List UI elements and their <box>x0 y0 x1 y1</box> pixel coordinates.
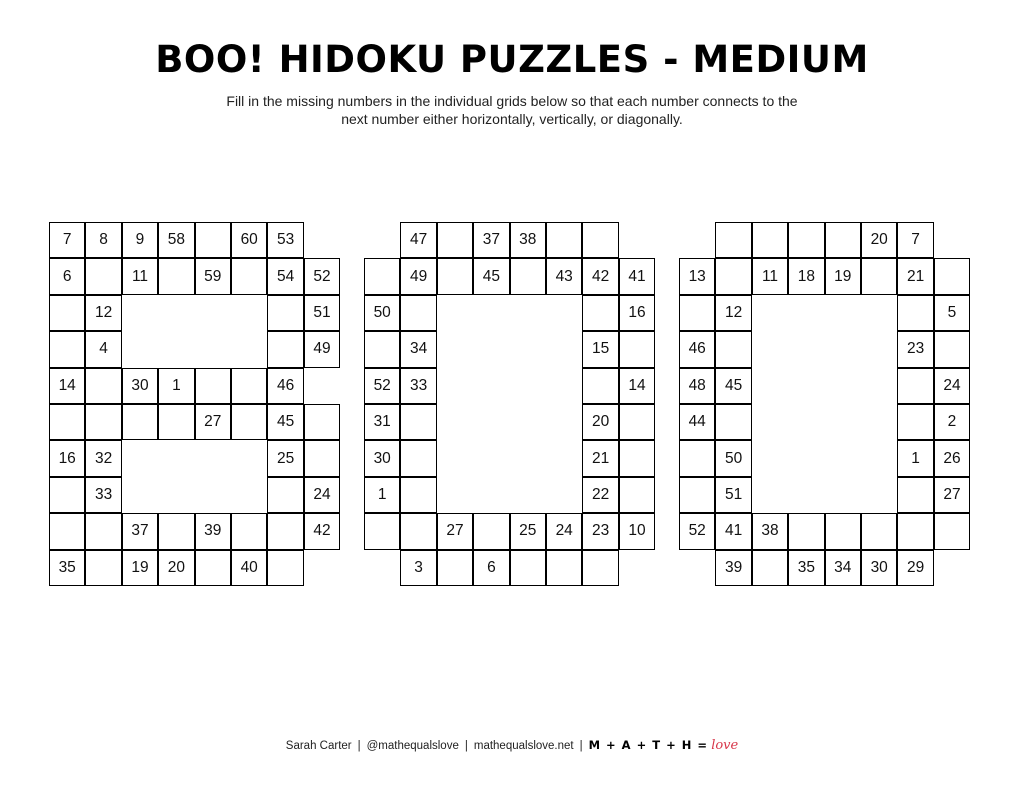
grid-cell[interactable] <box>546 222 582 258</box>
instructions-line-1: Fill in the missing numbers in the individual grids below so that each number connects to the <box>226 93 798 109</box>
instructions <box>152 92 872 128</box>
grid-cell[interactable] <box>619 477 655 513</box>
grid-cell[interactable]: 30 <box>364 440 400 476</box>
grid-cell[interactable] <box>582 368 618 404</box>
grid-cell[interactable] <box>510 258 546 294</box>
grid-cell[interactable] <box>195 222 231 258</box>
grid-cell[interactable] <box>49 513 85 549</box>
grid-cell[interactable]: 18 <box>788 258 824 294</box>
grid-cell[interactable] <box>49 404 85 440</box>
grid-cell[interactable]: 50 <box>364 295 400 331</box>
grid-cell[interactable]: 19 <box>122 550 158 586</box>
grid-cell[interactable]: 11 <box>122 258 158 294</box>
grid-cell[interactable] <box>752 550 788 586</box>
grid-cell[interactable]: 38 <box>510 222 546 258</box>
grid-cell[interactable] <box>825 513 861 549</box>
grid-cell[interactable]: 30 <box>861 550 897 586</box>
grid-cell[interactable] <box>85 258 121 294</box>
grid-cell[interactable] <box>364 331 400 367</box>
grid-cell[interactable] <box>788 222 824 258</box>
grid-cell[interactable]: 49 <box>400 258 436 294</box>
grid-cell[interactable] <box>619 331 655 367</box>
grid-cell[interactable] <box>546 550 582 586</box>
grid-cell[interactable]: 1 <box>897 440 933 476</box>
grid-cell[interactable] <box>897 295 933 331</box>
grid-cell[interactable] <box>85 368 121 404</box>
grid-cell[interactable]: 6 <box>49 258 85 294</box>
grid-cell[interactable]: 2 <box>934 404 970 440</box>
footer-site: mathequalslove.net <box>473 740 574 752</box>
grid-cell[interactable]: 23 <box>897 331 933 367</box>
grid-cell[interactable]: 49 <box>304 331 340 367</box>
grid-cell[interactable]: 37 <box>473 222 509 258</box>
grid-cell[interactable] <box>582 222 618 258</box>
grid-cell[interactable]: 24 <box>934 368 970 404</box>
grid-cell[interactable]: 54 <box>267 258 303 294</box>
grid-cell[interactable]: 20 <box>158 550 194 586</box>
grid-cell[interactable]: 48 <box>679 368 715 404</box>
grid-cell[interactable]: 46 <box>679 331 715 367</box>
grid-cell[interactable] <box>231 368 267 404</box>
grid-cell[interactable] <box>715 258 751 294</box>
grid-cell[interactable]: 1 <box>158 368 194 404</box>
grid-cell[interactable]: 46 <box>267 368 303 404</box>
grid-cell[interactable] <box>934 258 970 294</box>
grid-cell[interactable] <box>715 404 751 440</box>
grid-cell[interactable]: 50 <box>715 440 751 476</box>
grid-cell[interactable]: 12 <box>715 295 751 331</box>
grid-cell[interactable] <box>400 513 436 549</box>
grid-cell[interactable]: 27 <box>195 404 231 440</box>
grid-cell[interactable] <box>364 258 400 294</box>
grid-cell[interactable] <box>679 295 715 331</box>
grid-cell[interactable]: 29 <box>897 550 933 586</box>
grid-cell[interactable] <box>49 477 85 513</box>
grid-cell[interactable]: 52 <box>304 258 340 294</box>
grid-cell[interactable]: 47 <box>400 222 436 258</box>
grid-cell[interactable]: 10 <box>619 513 655 549</box>
grid-cell[interactable] <box>304 404 340 440</box>
grid-cell[interactable] <box>897 477 933 513</box>
grid-cell[interactable]: 16 <box>49 440 85 476</box>
grid-cell[interactable]: 52 <box>364 368 400 404</box>
grid-cell[interactable]: 3 <box>400 550 436 586</box>
grid-cell[interactable] <box>158 258 194 294</box>
grid-cell[interactable]: 24 <box>546 513 582 549</box>
grid-cell[interactable] <box>400 440 436 476</box>
grid-cell[interactable] <box>158 404 194 440</box>
grid-cell[interactable]: 34 <box>400 331 436 367</box>
grid-cell[interactable] <box>679 477 715 513</box>
grid-cell[interactable]: 44 <box>679 404 715 440</box>
grid-cell[interactable]: 23 <box>582 513 618 549</box>
grid-cell[interactable]: 19 <box>825 258 861 294</box>
grid-cell[interactable] <box>619 404 655 440</box>
grid-cell[interactable]: 42 <box>582 258 618 294</box>
grid-cell[interactable] <box>195 550 231 586</box>
grid-cell[interactable]: 13 <box>679 258 715 294</box>
grid-cell[interactable] <box>825 222 861 258</box>
footer-separator: | <box>579 740 583 752</box>
grid-cell[interactable] <box>400 295 436 331</box>
grid-cell[interactable] <box>267 477 303 513</box>
grid-cell[interactable]: 30 <box>122 368 158 404</box>
grid-cell[interactable] <box>752 222 788 258</box>
grid-cell[interactable] <box>85 513 121 549</box>
grid-cell[interactable]: 7 <box>49 222 85 258</box>
grid-cell[interactable]: 21 <box>582 440 618 476</box>
grid-cell[interactable] <box>304 440 340 476</box>
grid-cell[interactable]: 14 <box>619 368 655 404</box>
grid-cell[interactable] <box>679 440 715 476</box>
grid-cell[interactable]: 9 <box>122 222 158 258</box>
grid-cell[interactable] <box>158 513 194 549</box>
grid-cell[interactable]: 59 <box>195 258 231 294</box>
grid-cell[interactable]: 43 <box>546 258 582 294</box>
grid-cell[interactable] <box>715 222 751 258</box>
grid-cell[interactable]: 40 <box>231 550 267 586</box>
grid-cell[interactable]: 38 <box>752 513 788 549</box>
grid-cell[interactable] <box>85 550 121 586</box>
grid-cell[interactable]: 4 <box>85 331 121 367</box>
footer-handle: @mathequalslove <box>366 740 459 752</box>
grid-cell[interactable]: 16 <box>619 295 655 331</box>
grid-cell[interactable]: 34 <box>825 550 861 586</box>
grid-cell[interactable] <box>437 258 473 294</box>
grid-cell[interactable]: 35 <box>49 550 85 586</box>
grid-cell[interactable] <box>49 295 85 331</box>
grid-cell[interactable]: 25 <box>510 513 546 549</box>
grid-cell[interactable]: 51 <box>715 477 751 513</box>
grid-cell[interactable]: 22 <box>582 477 618 513</box>
grid-cell[interactable]: 15 <box>582 331 618 367</box>
footer-brand-logo: M + A + T + H = <box>588 738 708 752</box>
grid-cell[interactable] <box>231 404 267 440</box>
grid-cell[interactable]: 26 <box>934 440 970 476</box>
grid-cell[interactable]: 51 <box>304 295 340 331</box>
grid-cell[interactable]: 7 <box>897 222 933 258</box>
grid-cell[interactable] <box>897 513 933 549</box>
grid-cell[interactable] <box>934 331 970 367</box>
grid-cell[interactable]: 5 <box>934 295 970 331</box>
grid-cell[interactable]: 39 <box>195 513 231 549</box>
grid-cell[interactable] <box>897 404 933 440</box>
footer-love-script: love <box>711 738 739 753</box>
grid-cell[interactable]: 45 <box>267 404 303 440</box>
grid-cell[interactable]: 20 <box>582 404 618 440</box>
grid-cell[interactable]: 52 <box>679 513 715 549</box>
grid-cell[interactable]: 12 <box>85 295 121 331</box>
grid-cell[interactable] <box>267 295 303 331</box>
grid-cell[interactable] <box>437 222 473 258</box>
page-title: BOO! HIDOKU PUZZLES - MEDIUM <box>155 38 869 81</box>
grid-cell[interactable]: 8 <box>85 222 121 258</box>
grid-cell[interactable]: 20 <box>861 222 897 258</box>
grid-cell[interactable]: 45 <box>715 368 751 404</box>
grid-cell[interactable] <box>473 513 509 549</box>
grid-cell[interactable] <box>267 513 303 549</box>
footer-separator: | <box>357 740 361 752</box>
grid-cell[interactable] <box>861 258 897 294</box>
grid-cell[interactable]: 42 <box>304 513 340 549</box>
grid-cell[interactable] <box>861 513 897 549</box>
grid-cell[interactable]: 31 <box>364 404 400 440</box>
grid-cell[interactable]: 35 <box>788 550 824 586</box>
grid-cell[interactable]: 27 <box>934 477 970 513</box>
grid-cell[interactable] <box>619 440 655 476</box>
grid-cell[interactable] <box>49 331 85 367</box>
grid-cell[interactable] <box>122 404 158 440</box>
grid-cell[interactable] <box>400 404 436 440</box>
grid-cell[interactable] <box>510 550 546 586</box>
grid-cell[interactable]: 39 <box>715 550 751 586</box>
grid-cell[interactable]: 32 <box>85 440 121 476</box>
grid-cell[interactable]: 25 <box>267 440 303 476</box>
grid-cell[interactable] <box>364 513 400 549</box>
grid-cell[interactable] <box>267 331 303 367</box>
grid-cell[interactable]: 33 <box>400 368 436 404</box>
grid-cell[interactable] <box>715 331 751 367</box>
grid-cell[interactable]: 45 <box>473 258 509 294</box>
grid-cell[interactable]: 41 <box>619 258 655 294</box>
grid-cell[interactable] <box>934 513 970 549</box>
grid-cell[interactable]: 21 <box>897 258 933 294</box>
grid-cell[interactable] <box>582 550 618 586</box>
instructions-line-2: next number either horizontally, vertically, or diagonally. <box>341 111 683 127</box>
grid-cell[interactable]: 60 <box>231 222 267 258</box>
grid-cell[interactable] <box>897 368 933 404</box>
grid-cell[interactable] <box>231 258 267 294</box>
footer-author: Sarah Carter <box>285 740 352 752</box>
grid-cell[interactable]: 37 <box>122 513 158 549</box>
footer <box>0 738 1024 753</box>
grid-cell[interactable] <box>195 368 231 404</box>
grid-cell[interactable]: 27 <box>437 513 473 549</box>
grid-cell[interactable]: 41 <box>715 513 751 549</box>
grid-cell[interactable] <box>267 550 303 586</box>
grid-cell[interactable] <box>231 513 267 549</box>
grid-cell[interactable] <box>582 295 618 331</box>
grid-cell[interactable]: 1 <box>364 477 400 513</box>
grid-cell[interactable]: 33 <box>85 477 121 513</box>
grid-cell[interactable] <box>788 513 824 549</box>
grid-cell[interactable] <box>400 477 436 513</box>
grid-cell[interactable]: 24 <box>304 477 340 513</box>
footer-separator: | <box>464 740 468 752</box>
grid-cell[interactable]: 11 <box>752 258 788 294</box>
grid-cell[interactable]: 6 <box>473 550 509 586</box>
grid-cell[interactable] <box>437 550 473 586</box>
grid-cell[interactable]: 53 <box>267 222 303 258</box>
grid-cell[interactable]: 14 <box>49 368 85 404</box>
grid-cell[interactable] <box>85 404 121 440</box>
grid-cell[interactable]: 58 <box>158 222 194 258</box>
